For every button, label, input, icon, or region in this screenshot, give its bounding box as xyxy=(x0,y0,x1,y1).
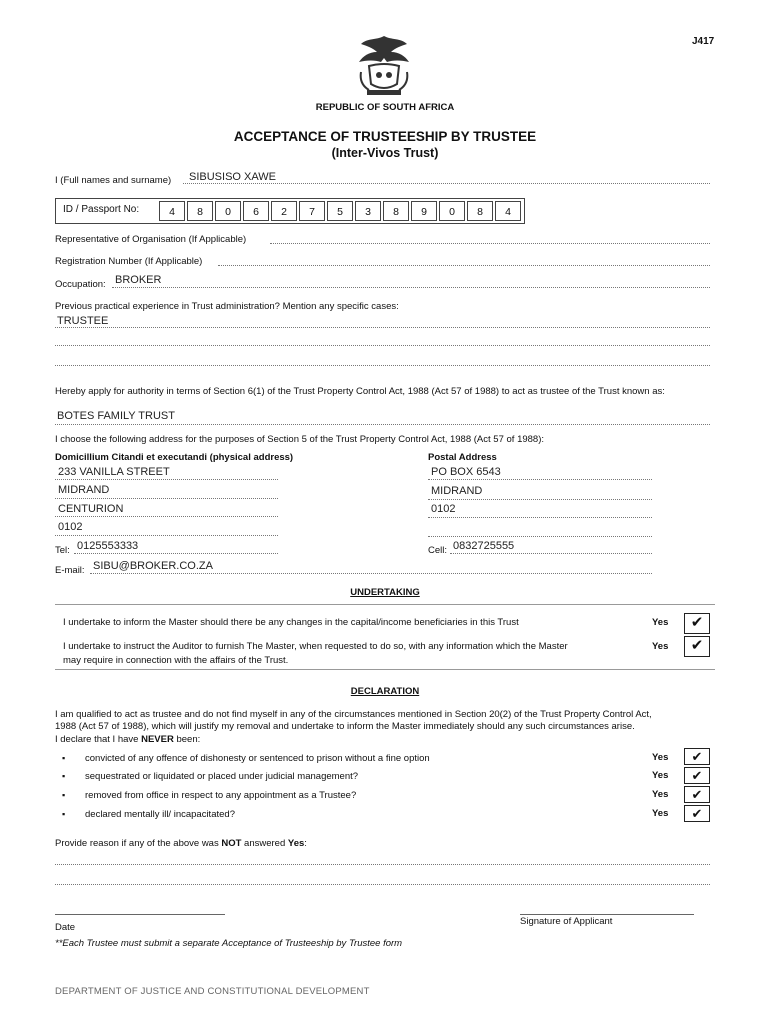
full-names-label: I (Full names and surname) xyxy=(55,175,172,186)
occupation-label: Occupation: xyxy=(55,279,106,290)
page-subtitle: (Inter-Vivos Trust) xyxy=(331,146,439,160)
signature-label: Signature of Applicant xyxy=(520,916,613,927)
declaration-item-text: convicted of any offence of dishonesty or sentenced to prison without a fine option xyxy=(85,753,430,764)
tel-value: 0125553333 xyxy=(77,540,139,552)
id-digit[interactable]: 8 xyxy=(467,201,493,221)
cell-value: 0832725555 xyxy=(453,540,515,552)
declaration-item-text: removed from office in respect to any appointment as a Trustee? xyxy=(85,790,357,801)
declaration-answer: Yes xyxy=(652,808,669,819)
email-value: SIBU@BROKER.CO.ZA xyxy=(93,560,213,572)
experience-line[interactable] xyxy=(55,327,710,328)
reason-not: NOT xyxy=(221,838,242,849)
undertaking-heading: UNDERTAKING xyxy=(350,587,420,598)
declaration-text: been: xyxy=(173,734,201,745)
cell-field[interactable] xyxy=(450,553,652,554)
experience-line[interactable] xyxy=(55,345,710,346)
bullet-icon: ▪ xyxy=(62,771,66,781)
tel-field[interactable] xyxy=(74,553,278,554)
id-digit[interactable]: 0 xyxy=(439,201,465,221)
form-code: J417 xyxy=(692,36,715,47)
physical-address-field[interactable] xyxy=(55,498,278,499)
page-title: ACCEPTANCE OF TRUSTEESHIP BY TRUSTEE xyxy=(233,129,537,144)
postal-address-field[interactable] xyxy=(428,479,652,480)
id-digit[interactable]: 2 xyxy=(271,201,297,221)
registration-label: Registration Number (If Applicable) xyxy=(55,256,203,267)
representative-label: Representative of Organisation (If Applicable) xyxy=(55,234,247,245)
physical-address-field[interactable] xyxy=(55,516,278,517)
undertaking-answer: Yes xyxy=(652,641,669,652)
experience-line[interactable] xyxy=(55,365,710,366)
check-icon[interactable]: ✔ xyxy=(684,613,710,634)
declaration-text: 1988 (Act 57 of 1988), which will justify my removal and undertake to inform the Master immediately should any such circumstances arise. xyxy=(55,721,635,732)
full-names-value: SIBUSISO XAWE xyxy=(189,171,277,183)
undertaking-item-text: may require in connection with the affairs of the Trust. xyxy=(63,655,289,666)
experience-value: TRUSTEE xyxy=(57,315,109,327)
occupation-field[interactable] xyxy=(112,287,710,288)
cell-label: Cell: xyxy=(428,545,448,556)
postal-address-field[interactable] xyxy=(428,517,652,518)
representative-field[interactable] xyxy=(270,243,710,244)
undertaking-answer: Yes xyxy=(652,617,669,628)
declaration-never: NEVER xyxy=(141,734,174,745)
declaration-heading: DECLARATION xyxy=(350,686,420,697)
check-icon[interactable]: ✔ xyxy=(684,786,710,803)
check-icon[interactable]: ✔ xyxy=(684,767,710,784)
reason-line[interactable] xyxy=(55,884,710,885)
bullet-icon: ▪ xyxy=(62,790,66,800)
id-digit[interactable]: 4 xyxy=(495,201,521,221)
bullet-icon: ▪ xyxy=(62,809,66,819)
physical-address-line: 233 VANILLA STREET xyxy=(58,466,170,478)
undertaking-divider xyxy=(55,669,715,670)
reason-text: Provide reason if any of the above was xyxy=(55,838,222,849)
department-name: DEPARTMENT OF JUSTICE AND CONSTITUTIONAL DEVELOPMENT xyxy=(55,986,370,997)
reason-line[interactable] xyxy=(55,864,710,865)
declaration-item-text: sequestrated or liquidated or placed under judicial management? xyxy=(85,771,359,782)
physical-address-line: MIDRAND xyxy=(58,484,110,496)
postal-address-line: PO BOX 6543 xyxy=(431,466,501,478)
id-digit[interactable]: 3 xyxy=(355,201,381,221)
physical-address-line: CENTURION xyxy=(58,503,124,515)
address-intro: I choose the following address for the purposes of Section 5 of the Trust Property Control Act, 1988 (Act 57 of 1988): xyxy=(55,434,544,445)
reason-yes: Yes xyxy=(287,838,305,849)
undertaking-item-text: I undertake to instruct the Auditor to furnish The Master, when requested to do so, with any information which the Master xyxy=(63,641,568,652)
id-digit[interactable]: 9 xyxy=(411,201,437,221)
undertaking-divider xyxy=(55,604,715,605)
id-digit[interactable]: 4 xyxy=(159,201,185,221)
email-label: E-mail: xyxy=(55,565,85,576)
signature-line[interactable] xyxy=(520,914,694,915)
registration-field[interactable] xyxy=(218,265,710,266)
check-icon[interactable]: ✔ xyxy=(684,805,710,822)
tel-label: Tel: xyxy=(55,545,70,556)
id-digit[interactable]: 8 xyxy=(187,201,213,221)
id-label: ID / Passport No: xyxy=(63,204,140,215)
postal-address-heading: Postal Address xyxy=(428,452,497,463)
physical-address-field[interactable] xyxy=(55,479,278,480)
declaration-answer: Yes xyxy=(652,789,669,800)
postal-address-line: MIDRAND xyxy=(431,485,483,497)
country-name: REPUBLIC OF SOUTH AFRICA xyxy=(315,102,455,113)
id-digit[interactable]: 6 xyxy=(243,201,269,221)
declaration-answer: Yes xyxy=(652,752,669,763)
bullet-icon: ▪ xyxy=(62,753,66,763)
date-label: Date xyxy=(55,922,76,933)
reason-text: answered xyxy=(241,838,288,849)
reason-text: : xyxy=(304,838,307,849)
undertaking-item-text: I undertake to inform the Master should there be any changes in the capital/income beneficiaries in this Trust xyxy=(63,617,519,628)
declaration-text: I declare that I have xyxy=(55,734,142,745)
check-icon[interactable]: ✔ xyxy=(684,748,710,765)
coat-of-arms-icon xyxy=(355,32,413,98)
date-line[interactable] xyxy=(55,914,225,915)
occupation-value: BROKER xyxy=(115,274,162,286)
postal-address-line: 0102 xyxy=(431,503,456,515)
id-digit[interactable]: 7 xyxy=(299,201,325,221)
check-icon[interactable]: ✔ xyxy=(684,636,710,657)
postal-address-field[interactable] xyxy=(428,536,652,537)
id-digit[interactable]: 5 xyxy=(327,201,353,221)
email-field[interactable] xyxy=(90,573,652,574)
trust-name: BOTES FAMILY TRUST xyxy=(57,410,175,422)
declaration-item-text: declared mentally ill/ incapacitated? xyxy=(85,809,235,820)
trust-name-line[interactable] xyxy=(55,424,710,425)
physical-address-line: 0102 xyxy=(58,521,83,533)
declaration-text: I am qualified to act as trustee and do not find myself in any of the circumstances mentioned in Section 20(2) of the Trust Property Control Act, xyxy=(55,709,652,720)
physical-address-heading: Domicillium Citandi et executandi (physical address) xyxy=(55,452,294,463)
id-digit[interactable]: 0 xyxy=(215,201,241,221)
id-digit[interactable]: 8 xyxy=(383,201,409,221)
declaration-never-line xyxy=(55,734,200,745)
footnote: **Each Trustee must submit a separate Acceptance of Trusteeship by Trustee form xyxy=(55,938,403,949)
full-names-field[interactable] xyxy=(183,183,710,184)
authority-text: Hereby apply for authority in terms of Section 6(1) of the Trust Property Control Act, 1988 (Act 57 of 1988) to act as trustee of the Trust known as: xyxy=(55,386,665,397)
postal-address-field[interactable] xyxy=(428,499,652,500)
physical-address-field[interactable] xyxy=(55,535,278,536)
reason-label xyxy=(55,838,307,849)
declaration-answer: Yes xyxy=(652,770,669,781)
experience-label: Previous practical experience in Trust administration? Mention any specific cases: xyxy=(55,301,399,312)
